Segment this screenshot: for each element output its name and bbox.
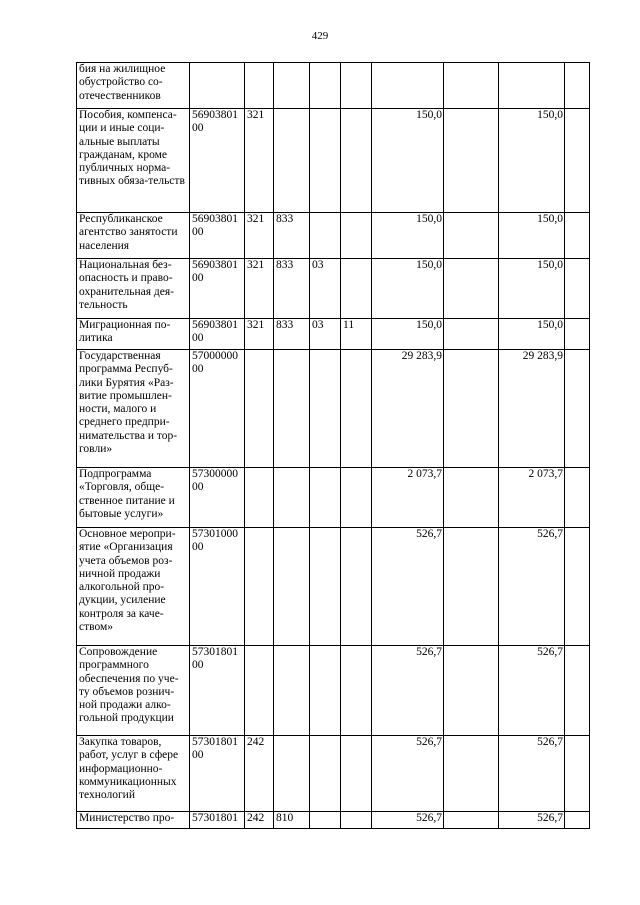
row-name-cell: Миграционная по-литика	[77, 319, 190, 350]
row-sum1-cell: 2 073,7	[372, 468, 444, 528]
row-vr-cell: 321	[245, 319, 274, 350]
table-row	[77, 350, 590, 468]
row-grbs-cell: 810	[274, 812, 310, 829]
row-sum2-cell	[499, 63, 565, 109]
table-row	[77, 109, 590, 213]
row-pr-cell	[341, 213, 372, 259]
row-pr-cell	[341, 528, 372, 646]
row-code-cell: 56903801 00	[190, 109, 245, 213]
row-pr-cell	[341, 646, 372, 736]
row-vr-cell	[245, 528, 274, 646]
row-sum2-cell: 2 073,7	[499, 468, 565, 528]
row-sum1-cell: 526,7	[372, 812, 444, 829]
row-empty-cell	[444, 736, 499, 812]
row-empty-cell	[565, 646, 590, 736]
row-empty-cell	[565, 528, 590, 646]
row-grbs-cell: 833	[274, 319, 310, 350]
row-rz-cell: 03	[310, 319, 341, 350]
row-code-cell: 57301801	[190, 812, 245, 829]
row-pr-cell: 11	[341, 319, 372, 350]
row-vr-cell	[245, 63, 274, 109]
row-pr-cell	[341, 109, 372, 213]
row-rz-cell	[310, 109, 341, 213]
row-empty-cell	[565, 109, 590, 213]
table-row	[77, 213, 590, 259]
row-code-cell: 56903801 00	[190, 259, 245, 319]
row-grbs-cell: 833	[274, 259, 310, 319]
row-sum1-cell: 29 283,9	[372, 350, 444, 468]
row-rz-cell	[310, 528, 341, 646]
row-pr-cell	[341, 812, 372, 829]
row-grbs-cell	[274, 109, 310, 213]
row-sum2-cell: 526,7	[499, 528, 565, 646]
row-sum2-cell: 150,0	[499, 109, 565, 213]
row-pr-cell	[341, 63, 372, 109]
table-row	[77, 259, 590, 319]
row-grbs-cell: 833	[274, 213, 310, 259]
row-empty-cell	[444, 63, 499, 109]
row-sum2-cell: 150,0	[499, 259, 565, 319]
row-empty-cell	[444, 109, 499, 213]
row-empty-cell	[444, 319, 499, 350]
row-grbs-cell	[274, 736, 310, 812]
row-empty-cell	[444, 812, 499, 829]
page-number: 429	[311, 30, 329, 42]
row-name-cell: Закупка товаров, работ, услуг в сфере информационно-коммуникационных технологий	[77, 736, 190, 812]
row-code-cell: 57000000 00	[190, 350, 245, 468]
row-empty-cell	[444, 350, 499, 468]
row-code-cell: 56903801 00	[190, 319, 245, 350]
row-vr-cell	[245, 646, 274, 736]
table-row	[77, 63, 590, 109]
row-pr-cell	[341, 259, 372, 319]
row-empty-cell	[444, 528, 499, 646]
row-vr-cell: 242	[245, 812, 274, 829]
table-row	[77, 646, 590, 736]
row-sum1-cell: 150,0	[372, 213, 444, 259]
budget-table	[76, 62, 590, 829]
row-sum2-cell: 150,0	[499, 213, 565, 259]
row-code-cell: 57300000 00	[190, 468, 245, 528]
row-sum1-cell: 526,7	[372, 528, 444, 646]
table-row	[77, 319, 590, 350]
row-grbs-cell	[274, 646, 310, 736]
row-rz-cell	[310, 213, 341, 259]
row-sum1-cell: 526,7	[372, 646, 444, 736]
row-rz-cell	[310, 350, 341, 468]
row-empty-cell	[565, 213, 590, 259]
row-code-cell: 56903801 00	[190, 213, 245, 259]
row-sum2-cell: 526,7	[499, 812, 565, 829]
row-sum2-cell: 526,7	[499, 646, 565, 736]
row-code-cell	[190, 63, 245, 109]
row-empty-cell	[444, 468, 499, 528]
row-name-cell: Сопровождение программного обеспечения по уче-ту объемов рознич-ной продажи алко-гольной продукции	[77, 646, 190, 736]
table-row	[77, 468, 590, 528]
row-empty-cell	[444, 213, 499, 259]
row-rz-cell	[310, 468, 341, 528]
row-name-cell: бия на жилищное обустройство со-отечественников	[77, 63, 190, 109]
row-empty-cell	[565, 736, 590, 812]
row-vr-cell: 321	[245, 259, 274, 319]
table-row	[77, 812, 590, 829]
row-grbs-cell	[274, 350, 310, 468]
row-empty-cell	[565, 259, 590, 319]
row-rz-cell: 03	[310, 259, 341, 319]
row-sum2-cell: 29 283,9	[499, 350, 565, 468]
table-row	[77, 736, 590, 812]
row-code-cell: 57301801 00	[190, 736, 245, 812]
row-name-cell: Национальная без-опасность и право-охранительная дея-тельность	[77, 259, 190, 319]
row-vr-cell	[245, 350, 274, 468]
row-name-cell: Подпрограмма «Торговля, обще-ственное питание и бытовые услуги»	[77, 468, 190, 528]
row-pr-cell	[341, 350, 372, 468]
row-code-cell: 57301801 00	[190, 646, 245, 736]
row-empty-cell	[565, 812, 590, 829]
row-name-cell: Государственная программа Респуб-лики Бурятия «Раз-витие промышлен-ности, малого и среднего предпри-нимательства и тор-говли»	[77, 350, 190, 468]
row-sum1-cell: 526,7	[372, 736, 444, 812]
row-pr-cell	[341, 736, 372, 812]
row-name-cell: Министерство про-	[77, 812, 190, 829]
row-grbs-cell	[274, 528, 310, 646]
row-code-cell: 57301000 00	[190, 528, 245, 646]
row-sum1-cell: 150,0	[372, 259, 444, 319]
table-row	[77, 528, 590, 646]
row-sum1-cell: 150,0	[372, 109, 444, 213]
row-vr-cell: 242	[245, 736, 274, 812]
row-grbs-cell	[274, 63, 310, 109]
row-name-cell: Пособия, компенса-ции и иные соци-альные выплаты гражданам, кроме публичных норма-тивных обяза-тельств	[77, 109, 190, 213]
row-sum2-cell: 150,0	[499, 319, 565, 350]
row-empty-cell	[444, 259, 499, 319]
row-vr-cell	[245, 468, 274, 528]
row-sum1-cell: 150,0	[372, 319, 444, 350]
row-name-cell: Основное меропри-ятие «Организация учета объемов роз-ничной продажи алкогольной про-дукции, усиление контроля за каче-ством»	[77, 528, 190, 646]
row-vr-cell: 321	[245, 109, 274, 213]
row-name-cell: Республиканское агентство занятости населения	[77, 213, 190, 259]
row-rz-cell	[310, 646, 341, 736]
row-rz-cell	[310, 812, 341, 829]
row-sum1-cell	[372, 63, 444, 109]
row-rz-cell	[310, 736, 341, 812]
row-empty-cell	[565, 350, 590, 468]
row-vr-cell: 321	[245, 213, 274, 259]
row-empty-cell	[565, 63, 590, 109]
row-rz-cell	[310, 63, 341, 109]
row-sum2-cell: 526,7	[499, 736, 565, 812]
row-empty-cell	[565, 319, 590, 350]
row-empty-cell	[444, 646, 499, 736]
row-empty-cell	[565, 468, 590, 528]
row-pr-cell	[341, 468, 372, 528]
row-grbs-cell	[274, 468, 310, 528]
